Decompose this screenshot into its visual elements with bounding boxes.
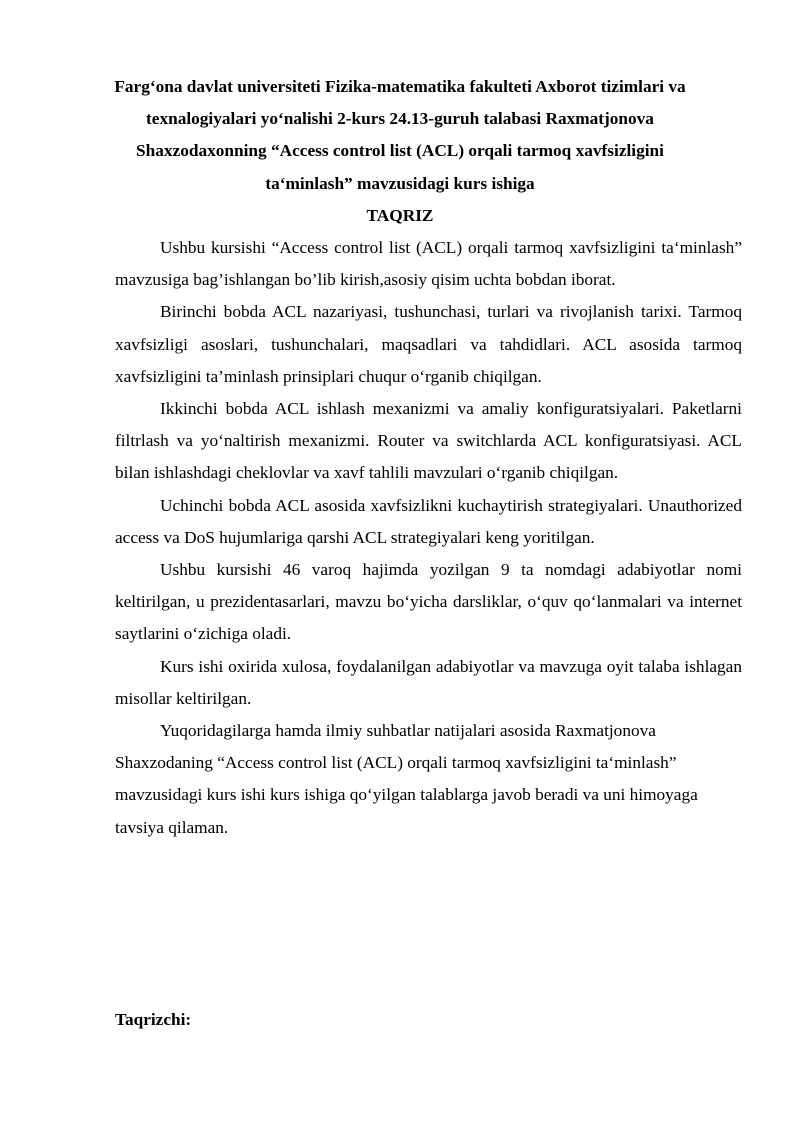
paragraph-intro: Ushbu kursishi “Access control list (ACL) orqali tarmoq xavfsizligini ta‘minlash” mavzusiga bag’ishlangan bo’lib kirish,asosiy qisim uchta bobdan iborat.	[115, 238, 742, 290]
paragraph-conclusion: Kurs ishi oxirida xulosa, foydalanilgan adabiyotlar va mavzuga oyit talaba ishlagan misollar keltirilgan.	[115, 656, 742, 708]
paragraph-chapter-1: Birinchi bobda ACL nazariyasi, tushunchasi, turlari va rivojlanish tarixi. Tarmoq xavfsizligi asoslari, tushunchalari, maqsadlari va tahdidlari. ACL asosida tarmoq xavfsizligini ta’minlash prinsiplari chuqur o‘rganib chiqilgan.	[115, 302, 742, 386]
reviewer-label: Taqrizchi:	[115, 1010, 192, 1029]
paragraph-chapter-3: Uchinchi bobda ACL asosida xavfsizlikni kuchaytirish strategiyalari. Unauthorized access va DoS hujumlariga qarshi ACL strategiyalari keng yoritilgan.	[115, 495, 742, 547]
paragraph-volume: Ushbu kursishi 46 varoq hajimda yozilgan 9 ta nomdagi adabiyotlar nomi keltirilgan, u prezidentasarlari, mavzu bo‘yicha darsliklar, o‘quv qo‘lanmalari va internet saytlarini o‘zichiga oladi.	[115, 560, 742, 644]
document-body	[115, 232, 742, 844]
document-title: Farg‘ona davlat universiteti Fizika-matematika fakulteti Axborot tizimlari va texnalogiyalari yo‘nalishi 2-kurs 24.13-guruh talabasi Raxmatjonova Shaxzodaxonning “Access control list (ACL) orqali tarmoq xavfsizligini ta‘minlash” mavzusidagi kurs ishiga	[114, 77, 686, 193]
document-heading: TAQRIZ	[366, 206, 434, 225]
paragraph-chapter-2: Ikkinchi bobda ACL ishlash mexanizmi va amaliy konfiguratsiyalari. Paketlarni filtrlash va yo‘naltirish mexanizmi. Router va switchlarda ACL konfiguratsiyasi. ACL bilan ishlashdagi cheklovlar va xavf tahlili mavzulari o‘rganib chiqilgan.	[115, 399, 742, 483]
paragraph-recommendation: Yuqoridagilarga hamda ilmiy suhbatlar natijalari asosida Raxmatjonova Shaxzodaning “Access control list (ACL) orqali tarmoq xavfsizligini ta‘minlash” mavzusidagi kurs ishi kurs ishiga qo‘yilgan talablarga javob beradi va uni himoyaga tavsiya qilaman.	[115, 721, 698, 837]
